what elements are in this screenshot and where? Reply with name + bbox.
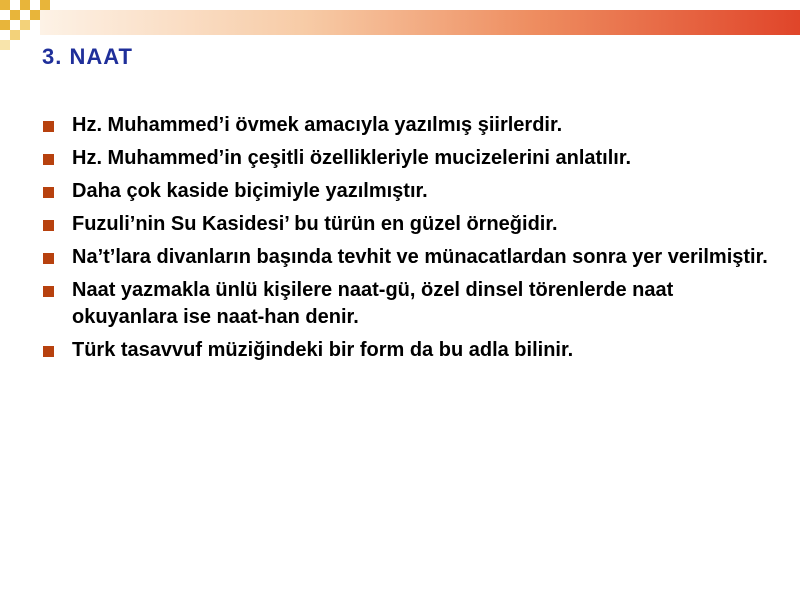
bullet-item xyxy=(40,211,780,238)
bullet-item xyxy=(40,277,780,331)
bullet-item xyxy=(40,244,780,271)
square-bullet-icon xyxy=(43,121,54,132)
bullet-item xyxy=(40,178,780,205)
square-bullet-icon xyxy=(43,187,54,198)
square-bullet-icon xyxy=(43,220,54,231)
bullet-text: Naat yazmakla ünlü kişilere naat-gü, özel dinsel törenlerde naat okuyanlara ise naat-han denir. xyxy=(72,279,674,328)
square-bullet-icon xyxy=(43,346,54,357)
slide-title: 3. NAAT xyxy=(42,44,133,69)
square-bullet-icon xyxy=(43,253,54,264)
bullet-list xyxy=(40,112,780,370)
square-bullet-icon xyxy=(43,286,54,297)
bullet-text: Hz. Muhammed’i övmek amacıyla yazılmış şiirlerdir. xyxy=(72,114,563,136)
bullet-text: Na’t’lara divanların başında tevhit ve münacatlardan sonra yer verilmiştir. xyxy=(72,246,768,268)
bullet-text: Daha çok kaside biçimiyle yazılmıştır. xyxy=(72,180,428,202)
square-bullet-icon xyxy=(43,154,54,165)
bullet-text: Hz. Muhammed’in çeşitli özellikleriyle mucizelerini anlatılır. xyxy=(72,147,632,169)
header-gradient-bar xyxy=(40,10,800,35)
corner-checker-decoration xyxy=(0,0,60,50)
bullet-item xyxy=(40,337,780,364)
bullet-text: Türk tasavvuf müziğindeki bir form da bu adla bilinir. xyxy=(72,339,574,361)
bullet-item xyxy=(40,145,780,172)
bullet-item xyxy=(40,112,780,139)
bullet-text: Fuzuli’nin Su Kasidesi’ bu türün en güzel örneğidir. xyxy=(72,213,558,235)
